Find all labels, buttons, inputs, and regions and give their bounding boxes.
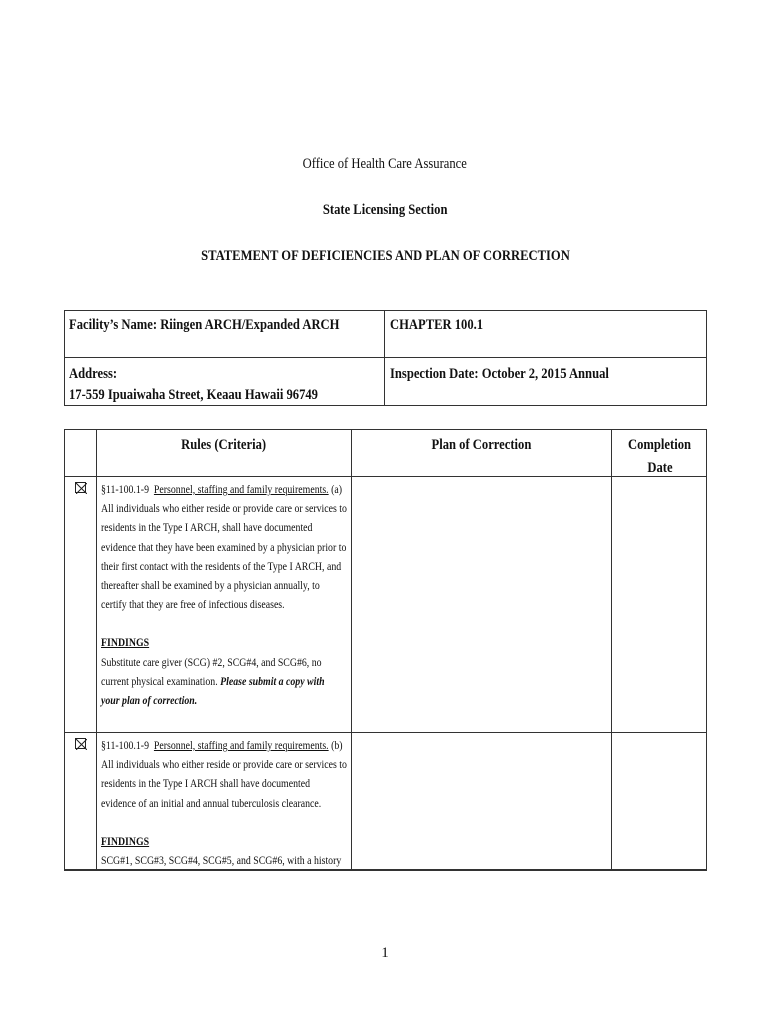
row2-line: All individuals who either reside or provide care or services to — [101, 757, 347, 772]
col-completion-date: Completion Date — [628, 437, 691, 476]
col-rules-criteria: Rules (Criteria) — [181, 437, 267, 453]
check-x-icon — [76, 739, 87, 750]
facility-info-table — [64, 310, 707, 406]
statement-title: STATEMENT OF DEFICIENCIES AND PLAN OF CORRECTION — [200, 248, 570, 264]
row1-line: evidence that they have been examined by a physician prior to — [101, 539, 347, 554]
row2-line: evidence of an initial and annual tuberculosis clearance. — [101, 795, 322, 810]
row1-checkbox[interactable] — [75, 482, 86, 493]
col-plan-of-correction: Plan of Correction — [431, 437, 532, 453]
chapter-label: CHAPTER 100.1 — [390, 317, 484, 333]
row2-line: residents in the Type I ARCH shall have documented — [101, 776, 311, 791]
row2-findings-text: SCG#1, SCG#3, SCG#4, SCG#5, and SCG#6, with a history — [101, 853, 342, 868]
row1-rule-heading: §11-100.1-9 Personnel, staffing and family requirements. (a) — [101, 482, 343, 496]
row1-rule-text — [101, 480, 401, 710]
row1-line: thereafter shall be examined by a physician annually, to — [101, 578, 320, 593]
row2-rule-text — [101, 736, 401, 870]
row1-findings-label: FINDINGS — [101, 635, 150, 650]
deficiency-table — [64, 429, 707, 870]
facility-name: Facility’s Name: Riingen ARCH/Expanded ARCH — [69, 317, 340, 333]
row1-line: residents in the Type I ARCH, shall have documented — [101, 520, 313, 535]
office-title: Office of Health Care Assurance — [302, 156, 468, 172]
row2-rule-heading: §11-100.1-9 Personnel, staffing and family requirements. (b) — [101, 738, 343, 752]
row2-checkbox[interactable] — [75, 738, 86, 749]
page-number: 1 — [381, 945, 389, 961]
inspection-date: Inspection Date: October 2, 2015 Annual — [390, 366, 609, 382]
row1-findings-text: current physical examination. Please submit a copy with — [101, 673, 325, 688]
check-x-icon — [76, 483, 87, 494]
row1-line: their first contact with the residents of the Type I ARCH, and — [101, 558, 342, 573]
row1-findings-emphasis: your plan of correction. — [101, 693, 198, 708]
address-value: 17-559 Ipuaiwaha Street, Keaau Hawaii 96749 — [69, 387, 318, 403]
row1-line: certify that they are free of infectious diseases. — [101, 597, 285, 612]
row1-findings-text: Substitute care giver (SCG) #2, SCG#4, and SCG#6, no — [101, 654, 322, 669]
address-label: Address: — [69, 366, 118, 382]
section-title: State Licensing Section — [322, 202, 448, 218]
row1-line: All individuals who either reside or provide care or services to — [101, 501, 347, 516]
row2-findings-label: FINDINGS — [101, 833, 150, 848]
